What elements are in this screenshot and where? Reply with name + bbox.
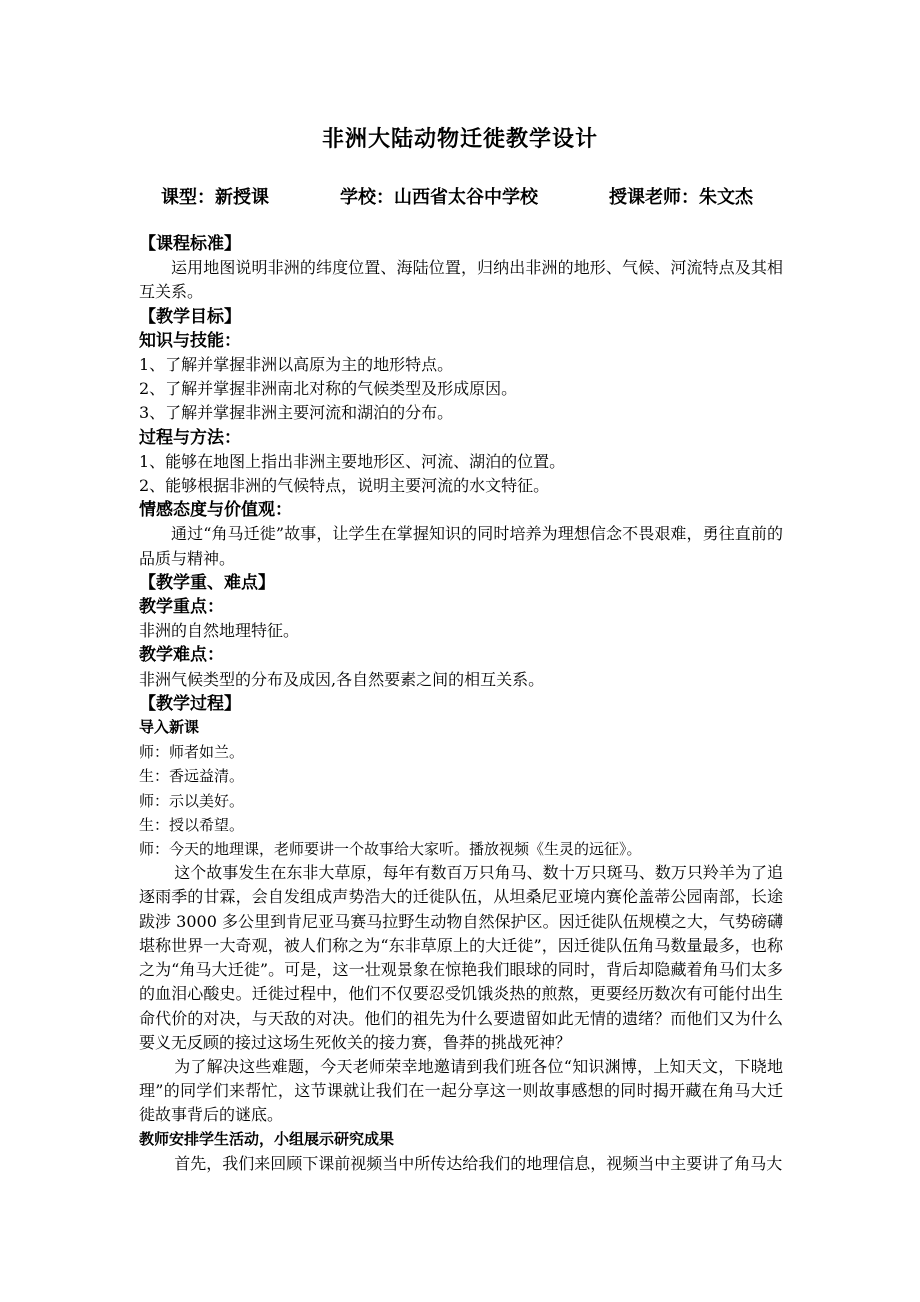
goals-heading: 【教学目标】 xyxy=(139,306,241,326)
difficulty-heading: 教学难点： xyxy=(139,645,224,665)
course-type: 课型：新授课 xyxy=(161,187,269,207)
school-name: 学校：山西省太谷中学校 xyxy=(340,187,538,207)
dialogue-line: 师：示以美好。 xyxy=(139,791,245,810)
focus-text: 非洲的自然地理特征。 xyxy=(139,621,300,641)
dialogue-line: 师：师者如兰。 xyxy=(139,743,245,762)
dialogue-line: 师：今天的地理课，老师要讲一个故事给大家听。播放视频《生灵的远征》。 xyxy=(139,840,642,859)
keypoints-heading: 【教学重、难点】 xyxy=(139,572,275,592)
process-heading: 过程与方法： xyxy=(139,427,241,447)
process-item: 1、能够在地图上指出非洲主要地形区、河流、湖泊的位置。 xyxy=(139,451,566,471)
emotion-text: 通过“角马迁徙”故事，让学生在掌握知识的同时培养为理想信念不畏艰难，勇往直前的品质与精神。 xyxy=(139,524,783,568)
standard-heading: 【课程标准】 xyxy=(139,234,241,253)
focus-heading: 教学重点： xyxy=(139,597,224,617)
knowledge-item: 2、了解并掌握非洲南北对称的气候类型及形成原因。 xyxy=(139,379,518,399)
process-item: 2、能够根据非洲的气候特点，说明主要河流的水文特征。 xyxy=(139,476,550,496)
knowledge-heading: 知识与技能： xyxy=(139,330,241,350)
difficulty-text: 非洲气候类型的分布及成因,各自然要素之间的相互关系。 xyxy=(139,669,545,689)
document-title: 非洲大陆动物迁徙教学设计 xyxy=(321,126,598,151)
document-body xyxy=(139,232,783,1176)
story-paragraph: 这个故事发生在东非大草原，每年有数百万只角马、数十万只斑马、数万只羚羊为了追逐雨季的甘霖，会自发组成声势浩大的迁徙队伍，从坦桑尼亚境内赛伦盖蒂公园南部，长途跋涉 3000 多公里到肯尼亚马赛马拉野生动物自然保护区。因迁徙队伍规模之大，气势磅礴堪称世界一大奇观，被人们称之为“东非草原上的大迁徙”，因迁徙队伍角马数量最多，也称之为“角马大迁徙”。可是，这一壮观景象在惊艳我们眼球的同时，背后却隐藏着角马们太多的血泪心酸史。迁徙过程中，他们不仅要忍受饥饿炎热的煎熬，更要经历数次有可能付出生命代价的对决，与天敌的对决。他们的祖先为什么要遗留如此无情的遗绪？而他们又为什么要义无反顾的接过这场生死攸关的接力赛，鲁莽的挑战死神？ xyxy=(139,863,783,1052)
knowledge-item: 1、了解并掌握非洲以高原为主的地形特点。 xyxy=(139,355,454,375)
knowledge-item: 3、了解并掌握非洲主要河流和湖泊的分布。 xyxy=(139,403,454,423)
invite-paragraph: 为了解决这些难题，今天老师荣幸地邀请到我们班各位“知识渊博，上知天文，下晓地理”的同学们来帮忙，这节课就让我们在一起分享这一则故事感想的同时揭开藏在角马大迁徙故事背后的谜底。 xyxy=(139,1056,783,1125)
teaching-process-heading: 【教学过程】 xyxy=(139,693,241,713)
standard-text: 运用地图说明非洲的纬度位置、海陆位置，归纳出非洲的地形、气候、河流特点及其相互关系。 xyxy=(139,258,783,302)
activity-heading: 教师安排学生活动，小组展示研究成果 xyxy=(139,1130,395,1148)
emotion-heading: 情感态度与价值观： xyxy=(139,500,292,520)
dialogue-line: 生：香远益清。 xyxy=(139,767,245,786)
dialogue-line: 生：授以希望。 xyxy=(139,815,245,834)
activity-text: 首先，我们来回顾下课前视频当中所传达给我们的地理信息，视频当中主要讲了角马大 xyxy=(174,1153,783,1173)
intro-heading: 导入新课 xyxy=(139,719,200,737)
teacher-name: 授课老师：朱文杰 xyxy=(609,187,753,207)
